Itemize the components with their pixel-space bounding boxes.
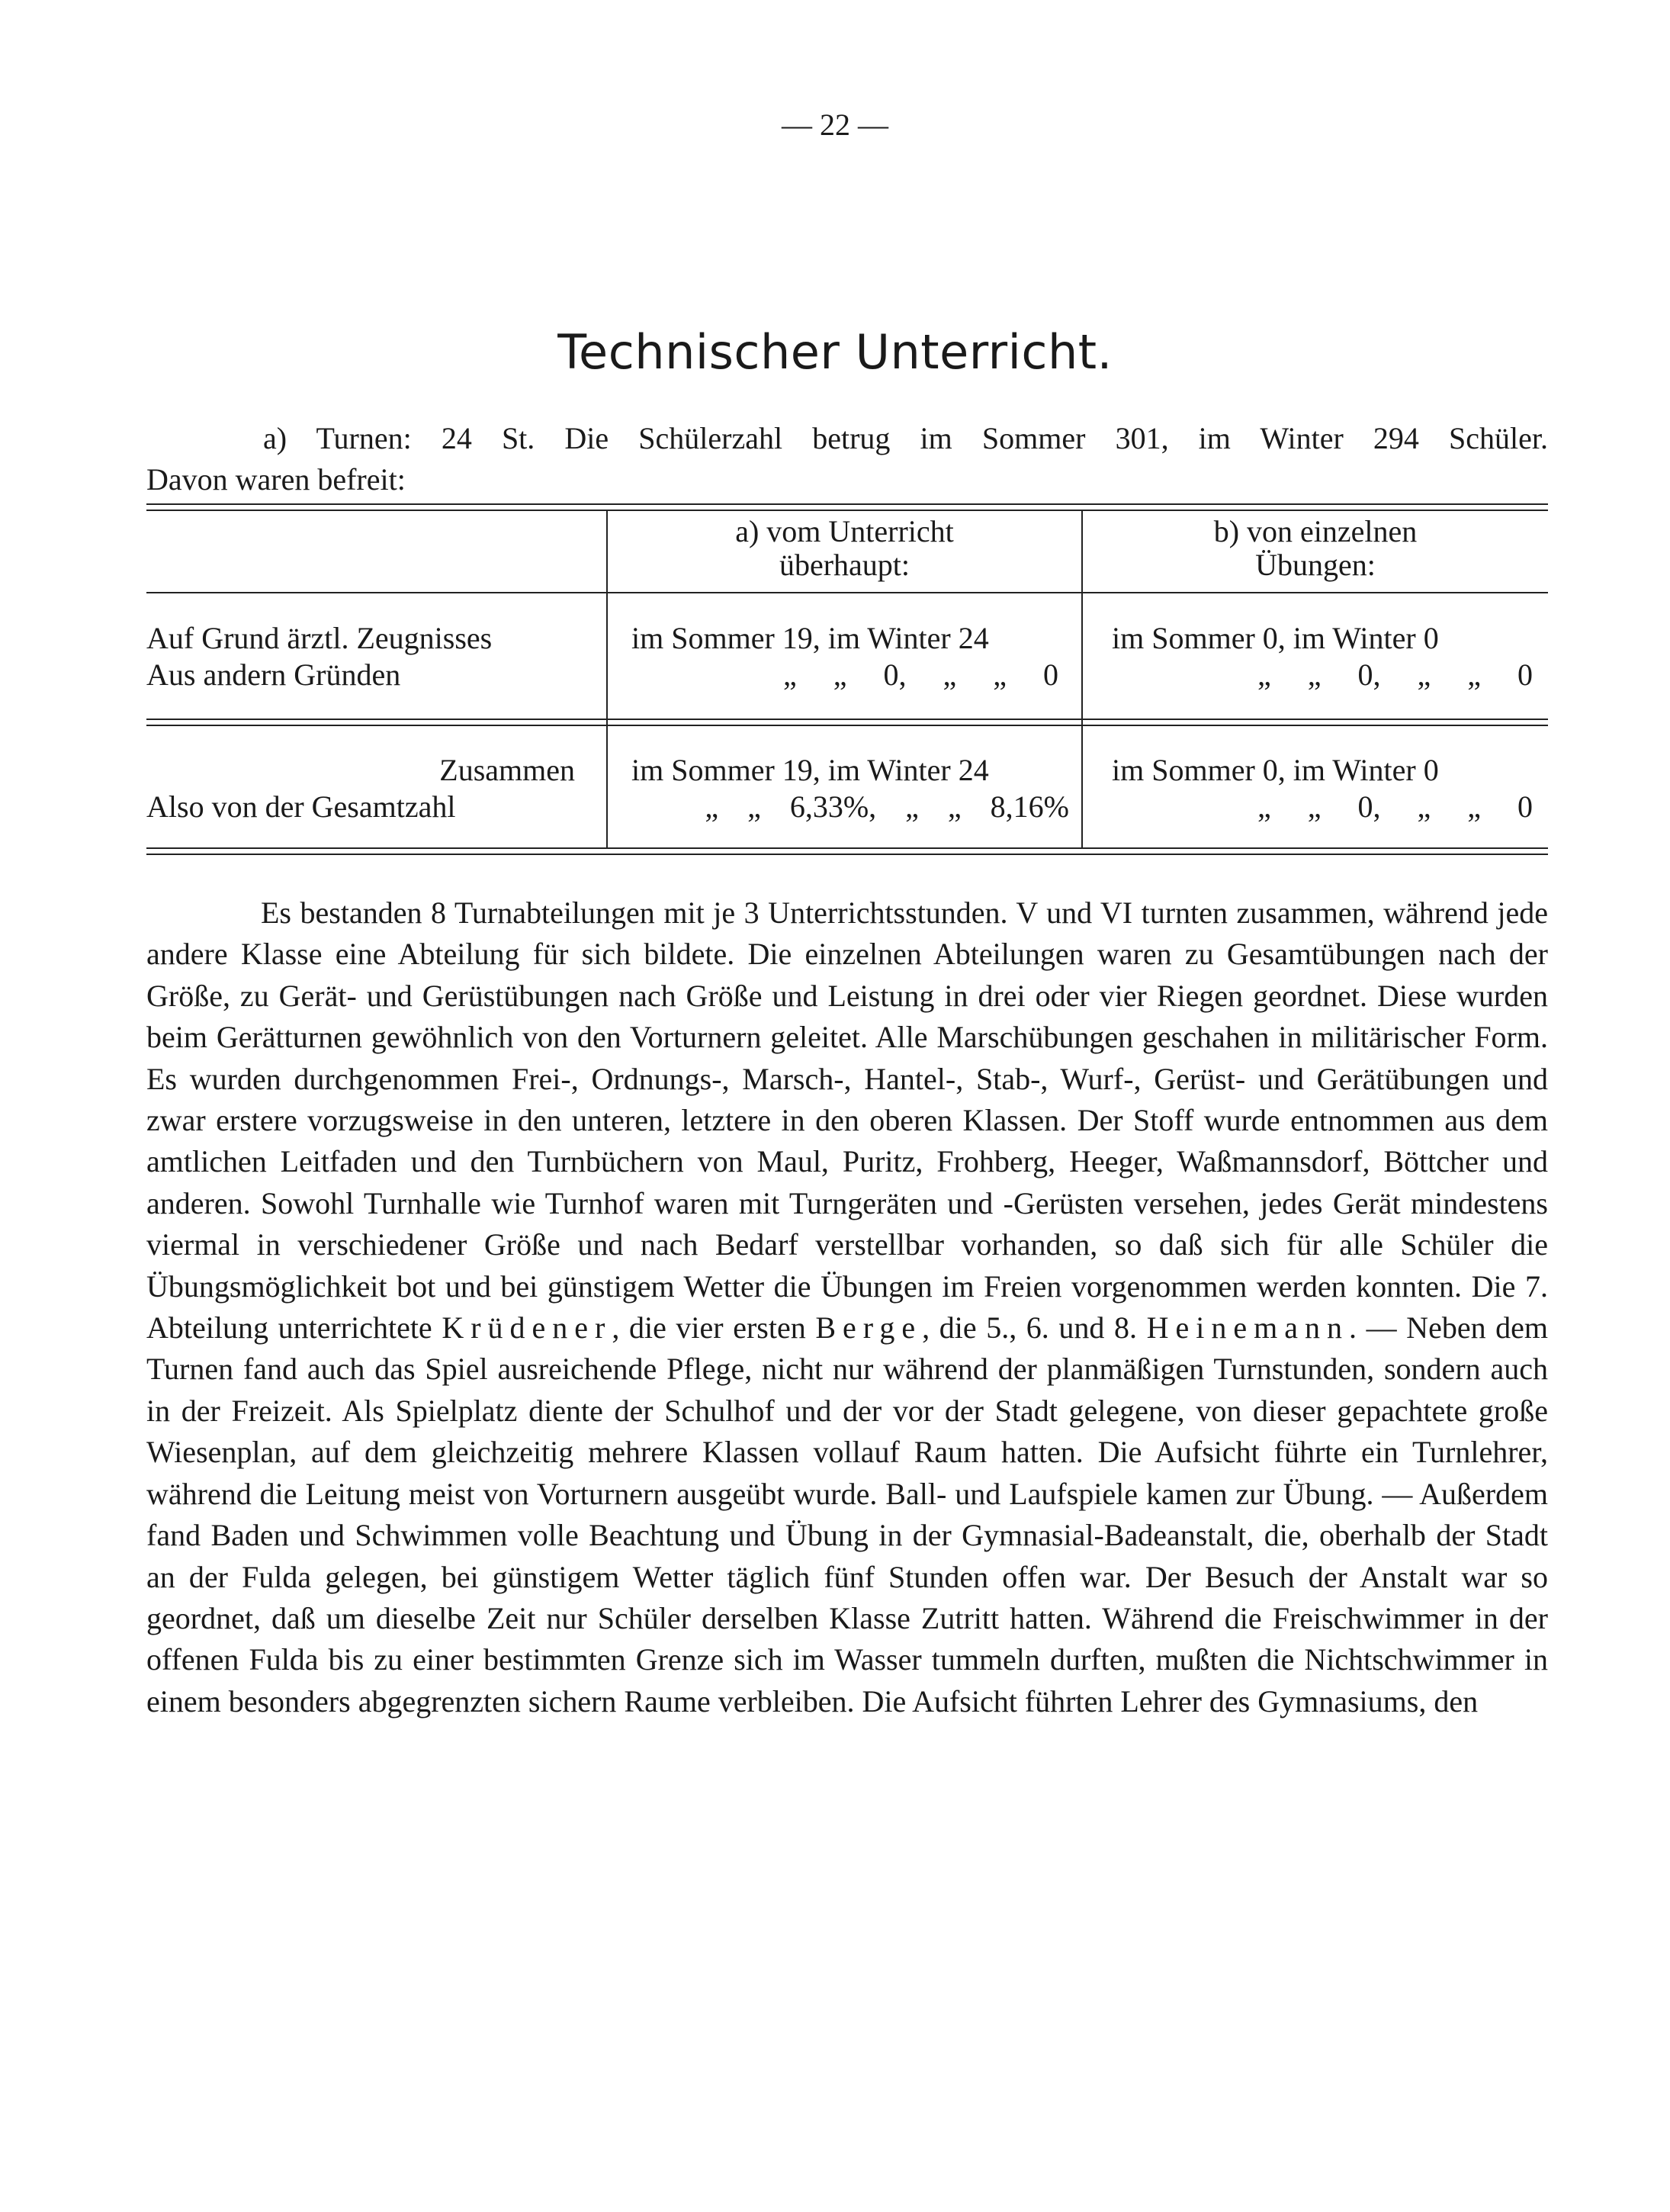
table-group1-rule-2 [146,725,1548,726]
row-gesamtzahl-col-a: „ „ 6,33%, „ „ 8,16% [705,789,1069,824]
table-top-rule-2 [146,510,1548,511]
table-group1-rule-1 [146,719,1548,720]
header-col-a-line1: a) vom Unterricht [735,514,954,548]
header-col-a-line2: überhaupt: [779,548,910,582]
intro-line-turnen: a) Turnen: 24 St. Die Schülerzahl betrug im Sommer 301, im Winter 294 Schüler. [263,421,1548,455]
body-text-part1: Es bestanden 8 Turnabteilungen mit je 3 Unterrichtsstunden. V und VI turnten zusammen, während jede andere Klasse eine Abteilung für sich bildete. Die einzelnen Abteilungen waren zu Gesamtübungen nach der Größe, zu Gerät- und Gerüstübungen nach Größe und Leistung in drei oder vier Riegen geordnet. Diese wurden beim Gerätturnen gewöhnlich von den Vorturnern geleitet. Alle Marschübungen geschahen in militärischer Form. Es wurden durchgenommen Frei-, Ordnungs-, Marsch-, Hantel-, Stab-, Wurf-, Gerüst- und Gerätübungen und zwar erstere vorzugsweise in den unteren, letztere in den oberen Klassen. Der Stoff wurde entnommen aus dem amtlichen Leitfaden und den Turnbüchern von Maul, Puritz, Frohberg, Heeger, Waßmannsdorf, Böttcher und anderen. Sowohl Turnhalle wie Turnhof waren mit Turngeräten und -Gerüsten versehen, jedes Gerät mindestens viermal in verschiedener Größe und nach Bedarf verstellbar vorhanden, so daß sich für alle Schüler die Übungsmöglichkeit bot und bei günstigem Wetter die Übungen im Freien vorgenommen werden konnten. Die 7. Abteilung unterrichtete [146,895,1548,1346]
table-bottom-rule-1 [146,847,1548,849]
row-aerztl-col-a: im Sommer 19, im Winter 24 [631,621,989,655]
body-text-part4: . — Neben dem Turnen fand auch das Spiel ausreichende Pflege, nicht nur während der planmäßigen Turnstunden, sondern auch in der Freizeit. Als Spielplatz diente der Schulhof und der vor der Stadt gelegene, von dieser gepachtete große Wiesenplan, auf dem gleichzeitig mehrere Klassen vollauf Raum hatten. Die Aufsicht führte ein Turnlehrer, während die Leitung meist von Vorturnern ausgeübt wurde. Ball- und Laufspiele kamen zur Übung. — Außerdem fand Baden und Schwimmen volle Beachtung und Übung in der Gymnasial-Badeanstalt, die, oberhalb der Stadt an der Fulda gelegen, bei günstigem Wetter täglich fünf Stunden offen war. Der Besuch der Anstalt war so geordnet, daß um dieselbe Zeit nur Schüler derselben Klasse Zutritt hatten. Während die Freischwimmer in der offenen Fulda bis zu einer bestimmten Grenze sich im Wasser tummeln durften, mußten die Nichtschwimmer in einem besonders abgegrenzten sichern Raume verbleiben. Die Aufsicht führten Lehrer des Gymnasiums, den [146,1310,1549,1718]
teacher-name-berge: Berge [815,1310,923,1346]
row-gesamtzahl-col-b: „ „ 0, „ „ 0 [1257,789,1533,824]
header-col-b-line2: Übungen: [1255,548,1376,582]
row-andern-col-a: „ „ 0, „ „ 0 [782,657,1058,692]
row-zusammen-col-b: im Sommer 0, im Winter 0 [1112,753,1439,787]
row-andern-col-b: „ „ 0, „ „ 0 [1257,657,1533,692]
row-zusammen-col-a: im Sommer 19, im Winter 24 [631,753,989,787]
table-bottom-rule-2 [146,854,1548,855]
body-text-part2: , die vier ersten [612,1310,806,1346]
row-label-zusammen: Zusammen [439,753,575,787]
teacher-name-heinemann: Heinemann [1146,1310,1349,1346]
table-header-rule [146,592,1548,593]
row-label-andern: Aus andern Gründen [146,657,401,692]
teacher-name-kruedener: Krüdener [442,1310,612,1346]
page-number: — 22 — [782,108,888,142]
page-title: Technischer Unterricht. [557,324,1113,380]
body-text [146,892,1548,1722]
row-aerztl-col-b: im Sommer 0, im Winter 0 [1112,621,1439,655]
intro-line-befreit: Davon waren befreit: [146,462,406,497]
table-top-rule-1 [146,503,1548,505]
row-label-gesamtzahl: Also von der Gesamtzahl [146,789,456,824]
body-text-part3: , die 5., 6. und 8. [922,1310,1137,1346]
header-col-b-line1: b) von einzelnen [1213,514,1418,548]
body-paragraph [146,892,1548,1722]
row-label-aerztl: Auf Grund ärztl. Zeugnisses [146,621,493,655]
